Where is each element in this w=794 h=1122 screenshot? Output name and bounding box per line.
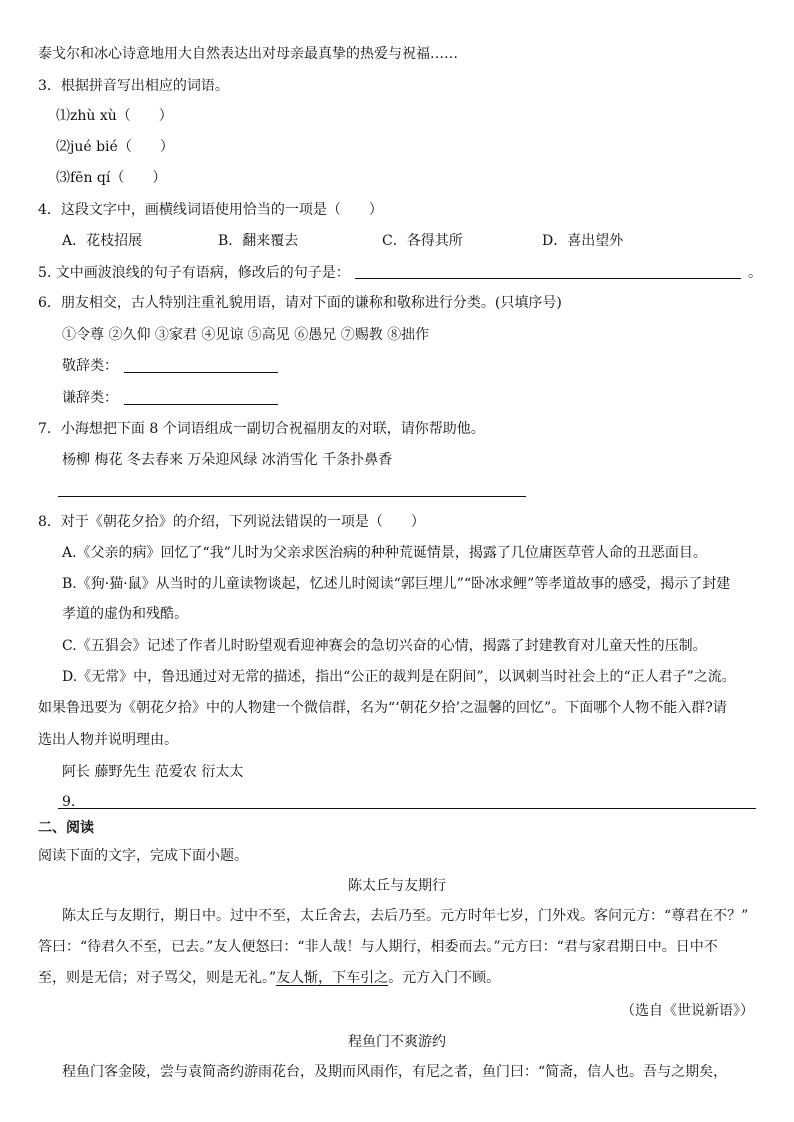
q3-item-2: ⑵jué bié（ ） [56,139,174,155]
q8-option-d: D.《无常》中，鲁迅通过对无常的描述，指出“公正的裁判是在阴间”，以讽刺当时社会上的“正人君子”之流。 [62,669,736,685]
passage1-line3-start: 至，则是无信；对子骂父，则是无礼。” [38,970,277,986]
q3-item-1: ⑴zhù xù（ ） [56,108,173,124]
q3-stem: 3．根据拼音写出相应的词语。 [38,78,229,94]
passage1-line2: 答曰：“待君久不至，已去。”友人便怒曰：“非人哉！与人期行，相委而去。”元方曰：“君与家君期日中。日中不 [38,939,718,955]
q5-stem: 5. 文中画波浪线的句子有语病，修改后的句子是： [38,265,350,281]
passage2-title: 程鱼门不爽游约 [348,1034,446,1050]
q6-label-qian: 谦辞类： [62,390,118,406]
q8-option-b-line2: 孝道的虚伪和残酷。 [62,606,188,622]
q7-words: 杨柳 梅花 冬去春来 万朵迎风绿 冰消雪化 千条扑鼻香 [62,452,393,468]
passage1-title: 陈太丘与友期行 [348,878,446,894]
underlined-sentence: 友人惭，下车引之 [276,970,389,986]
section-heading: 二、阅读 [38,820,94,836]
q6-label-jing: 敬辞类： [62,358,118,374]
q6-stem: 6．朋友相交，古人特别注重礼貌用语，请对下面的谦称和敬称进行分类。(只填序号) [38,295,562,311]
q9-prompt-line2: 选出人物并说明理由。 [38,732,178,748]
q5-end: 。 [748,265,762,281]
passage1-source: （选自《世说新语》） [621,1003,754,1019]
q9-prompt-line1: 如果鲁迅要为《朝花夕拾》中的人物建一个微信群，名为“‘朝花夕拾’之温馨的回忆”。下面哪个人物不能入群?请 [38,700,727,716]
passage1-line3 [38,968,500,988]
q9-answer-line[interactable] [58,808,756,809]
q7-answer-line[interactable] [58,496,526,497]
passage1-line1: 陈太丘与友期行，期日中。过中不至，太丘舍去，去后乃至。元方时年七岁，门外戏。客问元方：“尊君在不？” [62,908,749,924]
q8-option-b-line1: B.《狗·猫·鼠》从当时的儿童读物谈起，忆述儿时阅读“郭巨埋儿”“卧冰求鲤”等孝道故事的感受，揭示了封建 [62,576,731,592]
passage2-line1: 程鱼门客金陵，尝与袁简斋约游雨花台，及期而风雨作，有尼之者，鱼门曰：“简斋，信人也。吾与之期矣， [62,1064,728,1080]
q4-option-d: D．喜出望外 [542,233,624,249]
q6-qian-answer-line[interactable] [124,404,278,405]
q6-items: ①令尊 ②久仰 ③家君 ④见谅 ⑤高见 ⑥愚兄 ⑦赐教 ⑧拙作 [62,327,430,343]
q9-people: 阿长 藤野先生 范爱农 衍太太 [62,764,244,780]
passage1-line3-end: 。元方入门不顾。 [388,970,501,986]
q8-option-c: C.《五猖会》记述了作者儿时盼望观看迎神赛会的急切兴奋的心情，揭露了封建教育对儿童天性的压制。 [62,638,707,654]
q4-stem: 4．这段文字中，画横线词语使用恰当的一项是（ ） [38,202,383,218]
q5-answer-line[interactable] [355,278,741,279]
q4-option-a: A．花枝招展 [62,233,143,249]
q8-stem: 8．对于《朝花夕拾》的介绍，下列说法错误的一项是（ ） [38,514,425,530]
q9-number: 9. [62,794,76,810]
intro-line: 泰戈尔和冰心诗意地用大自然表达出对母亲最真挚的热爱与祝福…… [38,46,458,62]
q7-stem: 7．小海想把下面 8 个词语组成一副切合祝福朋友的对联，请你帮助他。 [38,421,485,437]
q3-item-3: ⑶fēn qí（ ） [56,170,167,186]
q4-option-c: C．各得其所 [382,233,463,249]
q4-option-b: B．翻来覆去 [218,233,299,249]
reading-instruction: 阅读下面的文字，完成下面小题。 [38,848,248,864]
q6-jing-answer-line[interactable] [124,372,278,373]
q8-option-a: A.《父亲的病》回忆了“我”儿时为父亲求医治病的种种荒诞情景，揭露了几位庸医草菅人命的丑恶面目。 [62,545,707,561]
